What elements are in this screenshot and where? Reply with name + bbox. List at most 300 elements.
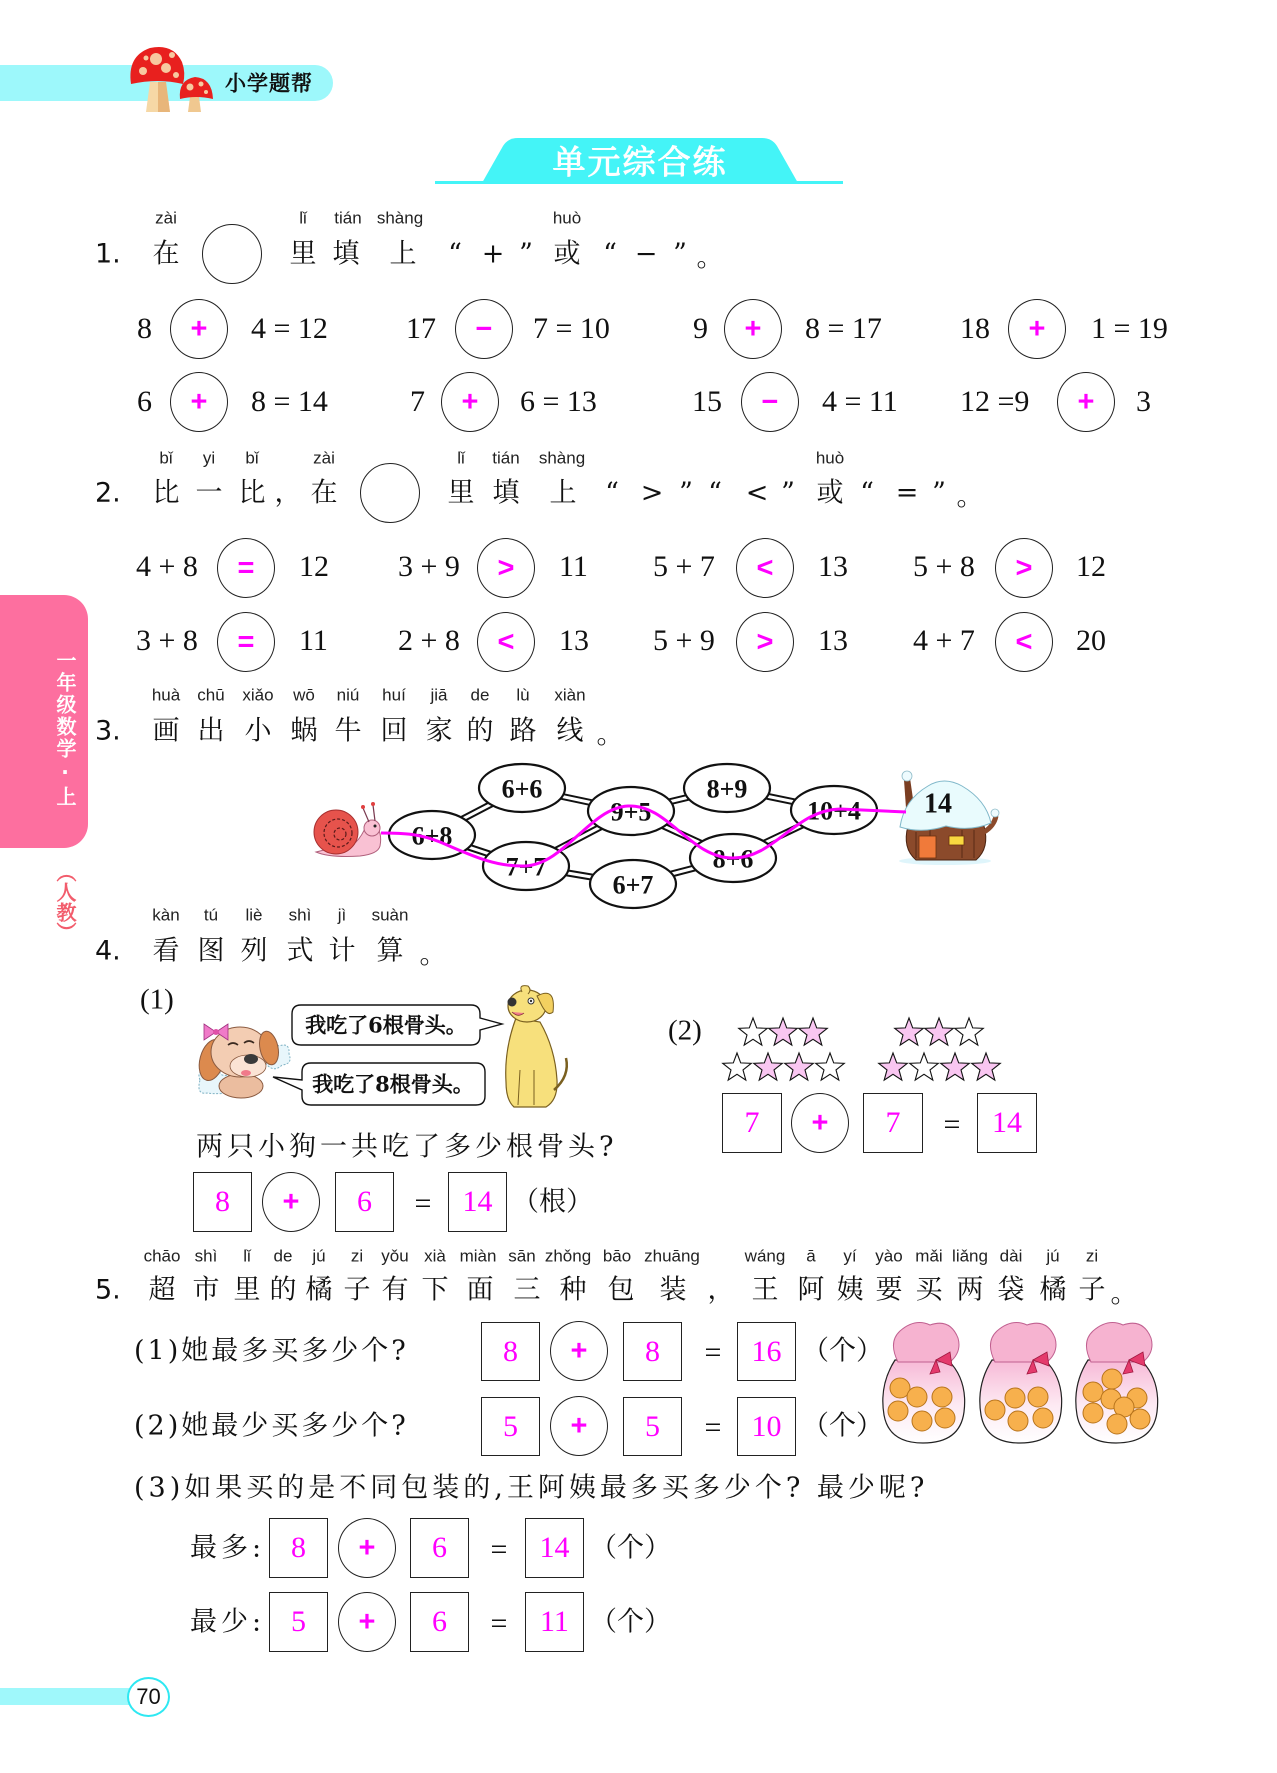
prompt-char: 出 xyxy=(197,715,225,747)
star-icon xyxy=(972,1053,1001,1080)
pinyin: tián xyxy=(334,208,362,228)
answer-box xyxy=(410,1518,469,1578)
equation-right: 1 = 19 xyxy=(1091,312,1168,345)
answer-comparison: = xyxy=(237,625,255,658)
prompt-char: 三 xyxy=(513,1274,541,1306)
example-blank-circle xyxy=(202,224,262,284)
equation-left: 5 + 8 xyxy=(913,550,975,583)
prompt-char: 蜗 xyxy=(290,715,318,747)
star-icon xyxy=(895,1018,924,1045)
prompt-char: 的 xyxy=(466,715,494,747)
equation-right: 13 xyxy=(818,550,848,583)
prompt-char: < xyxy=(745,477,769,509)
snail-icon xyxy=(314,802,381,857)
equals-sign: = xyxy=(704,1411,722,1444)
subquestion-text: (2)她最少买多少个? xyxy=(134,1410,409,1442)
subquestion-text: (1)她最多买多少个? xyxy=(134,1335,409,1367)
answer-circle xyxy=(995,538,1053,598)
pinyin: zài xyxy=(155,208,177,228)
prompt-char: 或 xyxy=(816,477,844,509)
answer-circle xyxy=(741,372,799,432)
prompt-char: 或 xyxy=(553,238,581,270)
pinyin: zhuāng xyxy=(644,1246,700,1266)
prompt-char: 橘 xyxy=(1039,1274,1067,1306)
answer-value: 8 xyxy=(503,1334,518,1368)
orange-bags-illustration xyxy=(875,1316,1170,1448)
pinyin: bāo xyxy=(602,1246,632,1266)
prompt-char: 里 xyxy=(447,477,475,509)
answer-box xyxy=(269,1518,328,1578)
prompt-char: 子 xyxy=(1078,1274,1106,1306)
prompt-char: 袋 xyxy=(997,1274,1025,1306)
maze-node-label: 6+6 xyxy=(501,774,543,804)
answer-operator: + xyxy=(1077,385,1095,418)
pinyin: niú xyxy=(336,685,360,705)
prompt-char: 填 xyxy=(492,477,520,509)
pinyin: zhǒng xyxy=(544,1246,592,1266)
pinyin: xià xyxy=(424,1246,446,1266)
answer-box xyxy=(722,1093,782,1153)
equation-left: 18 xyxy=(960,312,990,345)
star-icon xyxy=(799,1018,828,1045)
star-icon xyxy=(879,1053,908,1080)
pinyin: suàn xyxy=(371,905,409,925)
prompt-char: 列 xyxy=(240,935,268,967)
prompt-char: 比 xyxy=(152,477,180,509)
prompt-char: 种 xyxy=(559,1274,587,1306)
equation-left: 4 + 8 xyxy=(136,550,198,583)
equation-right: 6 = 13 xyxy=(520,385,597,418)
prompt-char: “ xyxy=(605,477,619,509)
answer-circle xyxy=(1008,299,1066,359)
star-icon xyxy=(754,1053,783,1080)
equation-left: 4 + 7 xyxy=(913,624,975,657)
pinyin: yào xyxy=(875,1246,903,1266)
prompt-char: 式 xyxy=(286,935,314,967)
subquestion-label: (1) xyxy=(140,983,174,1016)
answer-circle xyxy=(170,299,228,359)
star-icon xyxy=(739,1018,768,1045)
page-number xyxy=(127,1677,170,1717)
prompt-char: 比 xyxy=(238,477,266,509)
answer-box xyxy=(481,1322,540,1381)
prompt-char: 计 xyxy=(328,935,356,967)
equals-sign: = xyxy=(414,1187,432,1220)
answer-value: 6 xyxy=(432,1605,447,1638)
pinyin: shàng xyxy=(538,448,586,468)
equation-left: 6 xyxy=(137,385,152,418)
answer-box xyxy=(525,1592,584,1652)
prompt-char: “ xyxy=(603,238,617,270)
answer-comparison: > xyxy=(497,551,515,584)
prompt-char: 图 xyxy=(197,935,225,967)
maze-node-label: 10+4 xyxy=(807,796,861,826)
answer-circle xyxy=(262,1172,320,1232)
pinyin: wō xyxy=(293,685,315,705)
prompt-char: 路 xyxy=(509,715,537,747)
answer-comparison: < xyxy=(1015,625,1033,658)
pinyin: tú xyxy=(203,905,219,925)
answer-value: 14 xyxy=(992,1106,1022,1139)
yellow-dog-illustration xyxy=(488,983,573,1111)
answer-circle xyxy=(1057,372,1115,432)
answer-box xyxy=(335,1172,394,1232)
prompt-char: 家 xyxy=(425,715,453,747)
prompt-char: 。 xyxy=(419,939,447,971)
prompt-char: ” xyxy=(673,238,687,270)
question-number: 3. xyxy=(95,715,121,747)
answer-value: 14 xyxy=(539,1531,570,1564)
answer-circle xyxy=(477,612,535,672)
answer-circle xyxy=(338,1518,396,1578)
equation-right: 7 = 10 xyxy=(533,312,610,345)
pinyin: jiā xyxy=(430,685,448,705)
answer-comparison: > xyxy=(1015,551,1033,584)
pinyin: jú xyxy=(312,1246,326,1266)
answer-operator: + xyxy=(570,1334,588,1367)
edition-label: （人教） xyxy=(53,862,77,942)
question-number: 1. xyxy=(95,238,121,270)
answer-operator: − xyxy=(761,385,779,418)
pinyin: shì xyxy=(288,905,312,925)
answer-circle xyxy=(736,612,794,672)
answer-circle xyxy=(170,372,228,432)
prompt-char: = xyxy=(895,477,919,509)
answer-operator: + xyxy=(1028,312,1046,345)
equation-left: 17 xyxy=(406,312,436,345)
answer-box xyxy=(977,1093,1037,1153)
answer-circle xyxy=(550,1396,608,1456)
pinyin: de xyxy=(470,685,490,705)
prompt-char: 算 xyxy=(376,935,404,967)
equation-left: 8 xyxy=(137,312,152,345)
answer-operator: + xyxy=(570,1409,588,1442)
answer-value: 6 xyxy=(357,1185,372,1218)
equation-right: 12 xyxy=(299,550,329,583)
example-blank-circle xyxy=(360,463,420,523)
answer-value: 6 xyxy=(432,1531,447,1564)
pinyin: huà xyxy=(151,685,181,705)
subquestion-text: (3)如果买的是不同包装的,王阿姨最多买多少个? 最少呢? xyxy=(134,1472,929,1504)
pinyin: zi xyxy=(1085,1246,1099,1266)
answer-circle xyxy=(217,612,275,672)
prompt-char: 子 xyxy=(343,1274,371,1306)
prompt-char: 。 xyxy=(1110,1278,1138,1310)
answer-value: 16 xyxy=(751,1334,782,1368)
house-label: 14 xyxy=(924,788,952,820)
answer-box xyxy=(525,1518,584,1578)
answer-value: 10 xyxy=(751,1409,782,1443)
equation-right: 4 = 11 xyxy=(822,385,898,418)
pinyin: xiǎo xyxy=(242,685,274,705)
prompt-char: 上 xyxy=(549,477,577,509)
question-number: 5. xyxy=(95,1274,121,1306)
answer-comparison: < xyxy=(756,551,774,584)
answer-operator: + xyxy=(190,312,208,345)
question-number: 2. xyxy=(95,477,121,509)
answer-value: 8 xyxy=(645,1334,660,1368)
pinyin: lù xyxy=(516,685,530,705)
prompt-char: “ xyxy=(448,238,462,270)
prompt-char: > xyxy=(640,477,664,509)
answer-circle xyxy=(995,612,1053,672)
prompt-char: ” xyxy=(781,477,795,509)
footer-bar xyxy=(0,1688,132,1705)
answer-operator: − xyxy=(475,312,493,345)
prompt-char: 买 xyxy=(915,1274,943,1306)
answer-box xyxy=(623,1397,682,1456)
answer-value: 5 xyxy=(291,1605,306,1638)
prompt-char: 有 xyxy=(381,1274,409,1306)
prompt-char: 姨 xyxy=(836,1274,864,1306)
prompt-char: 上 xyxy=(389,238,417,270)
answer-operator: + xyxy=(461,385,479,418)
prompt-char: “ xyxy=(708,477,722,509)
equation-right: 8 = 17 xyxy=(805,312,882,345)
speech-bubble-text: 我吃了8根骨头。 xyxy=(312,1071,474,1097)
pinyin: bǐ xyxy=(245,448,259,468)
star-icon xyxy=(941,1053,970,1080)
prompt-char: 看 xyxy=(152,935,180,967)
equation-right: 13 xyxy=(818,624,848,657)
equals-sign: = xyxy=(490,1533,508,1566)
pinyin: jì xyxy=(337,905,347,925)
pinyin: dài xyxy=(999,1246,1023,1266)
answer-circle xyxy=(477,538,535,598)
pinyin: liè xyxy=(245,905,263,925)
pinyin: yǒu xyxy=(381,1246,409,1266)
unit-label: （个） xyxy=(802,1335,883,1367)
maze-node-label: 6+8 xyxy=(411,821,453,851)
prompt-char: ” xyxy=(679,477,693,509)
maze-node-label: 9+5 xyxy=(610,797,652,827)
prompt-char: 阿 xyxy=(797,1274,825,1306)
answer-circle xyxy=(217,538,275,598)
prompt-char: 超 xyxy=(148,1274,176,1306)
answer-box xyxy=(737,1322,796,1381)
prompt-char: 橘 xyxy=(305,1274,333,1306)
prompt-char: 市 xyxy=(192,1274,220,1306)
answer-box xyxy=(448,1172,507,1232)
equation-left: 9 xyxy=(693,312,708,345)
most-label: 最多: xyxy=(190,1532,266,1564)
pinyin: xiàn xyxy=(554,685,586,705)
unit-label: （个） xyxy=(590,1532,671,1564)
answer-box xyxy=(863,1093,923,1153)
prompt-char: 包 xyxy=(607,1274,635,1306)
pinyin: zài xyxy=(313,448,335,468)
equation-left: 3 + 9 xyxy=(398,550,460,583)
answer-circle xyxy=(455,299,513,359)
equation-right: 20 xyxy=(1076,624,1106,657)
answer-operator: + xyxy=(744,312,762,345)
maze-node-label: 6+7 xyxy=(612,870,654,900)
pinyin: shì xyxy=(194,1246,218,1266)
prompt-char: 在 xyxy=(310,477,338,509)
prompt-char: 小 xyxy=(244,715,272,747)
pinyin: huò xyxy=(815,448,845,468)
page-number-text: 70 xyxy=(136,1684,161,1709)
answer-value: 5 xyxy=(645,1409,660,1443)
prompt-char: ， xyxy=(274,477,302,509)
prompt-char: 一 xyxy=(195,477,223,509)
brand-label: 小学题帮 xyxy=(225,71,313,96)
answer-value: 8 xyxy=(291,1531,306,1564)
prompt-char: ” xyxy=(932,477,946,509)
pinyin: yi xyxy=(202,448,216,468)
answer-box xyxy=(481,1397,540,1456)
answer-value: 11 xyxy=(540,1605,569,1638)
equation-left: 2 + 8 xyxy=(398,624,460,657)
unit-label: （个） xyxy=(590,1606,671,1638)
prompt-char: 。 xyxy=(696,242,724,274)
prompt-char: 要 xyxy=(875,1274,903,1306)
prompt-char: 装 xyxy=(659,1274,687,1306)
prompt-char: 在 xyxy=(152,238,180,270)
answer-box xyxy=(410,1592,469,1652)
star-icon xyxy=(723,1053,752,1080)
equals-sign: = xyxy=(943,1108,961,1141)
prompt-char: 线 xyxy=(556,715,584,747)
page-title: 单元综合练 xyxy=(552,142,728,182)
equation-right: 12 xyxy=(1076,550,1106,583)
answer-box xyxy=(623,1322,682,1381)
pinyin: ā xyxy=(806,1246,816,1266)
answer-box xyxy=(193,1172,252,1232)
equation-left: 7 xyxy=(410,385,425,418)
prompt-char: 王 xyxy=(751,1274,779,1306)
orange-bag xyxy=(883,1323,965,1443)
star-icon xyxy=(785,1053,814,1080)
prompt-char: + xyxy=(481,238,505,270)
pinyin: yí xyxy=(843,1246,857,1266)
pinyin: chū xyxy=(197,685,225,705)
answer-box xyxy=(269,1592,328,1652)
answer-circle xyxy=(724,299,782,359)
pinyin: kàn xyxy=(152,905,180,925)
least-label: 最少: xyxy=(190,1606,266,1638)
pinyin: lǐ xyxy=(243,1246,251,1266)
answer-value: 14 xyxy=(462,1185,493,1218)
prompt-char: 两 xyxy=(956,1274,984,1306)
star-icon xyxy=(910,1053,939,1080)
pinyin: huò xyxy=(552,208,582,228)
prompt-char: 的 xyxy=(269,1274,297,1306)
orange-bag xyxy=(1076,1323,1158,1443)
equals-sign: = xyxy=(704,1336,722,1369)
pinyin: liǎng xyxy=(952,1246,988,1266)
maze-node-label: 7+7 xyxy=(505,852,547,882)
equation-left: 12 =9 xyxy=(960,385,1030,418)
pinyin: miàn xyxy=(459,1246,497,1266)
answer-box xyxy=(737,1397,796,1456)
answer-circle xyxy=(338,1592,396,1652)
speech-bubble-text: 我吃了6根骨头。 xyxy=(305,1012,467,1038)
star-icon xyxy=(769,1018,798,1045)
maze-node-label: 8+6 xyxy=(712,844,754,874)
prompt-char: ， xyxy=(707,1274,735,1306)
pinyin: tián xyxy=(492,448,520,468)
equation-right: 13 xyxy=(559,624,589,657)
mushroom-icon xyxy=(125,44,220,116)
answer-circle xyxy=(791,1093,849,1153)
prompt-char: 填 xyxy=(332,238,360,270)
question-number: 4. xyxy=(95,935,121,967)
answer-comparison: < xyxy=(497,625,515,658)
answer-circle xyxy=(736,538,794,598)
prompt-char: ” xyxy=(519,238,533,270)
answer-operator: + xyxy=(358,1605,376,1638)
unit-label: （个） xyxy=(802,1410,883,1442)
equation-right: 3 xyxy=(1136,385,1151,418)
prompt-char: 下 xyxy=(421,1274,449,1306)
equation-right: 8 = 14 xyxy=(251,385,328,418)
unit-label: （根） xyxy=(512,1186,593,1218)
prompt-char: 。 xyxy=(596,719,624,751)
answer-operator: + xyxy=(190,385,208,418)
pinyin: jú xyxy=(1046,1246,1060,1266)
star-groups xyxy=(715,1010,1015,1085)
answer-value: 8 xyxy=(215,1185,230,1218)
answer-circle xyxy=(550,1321,608,1381)
equation-left: 15 xyxy=(692,385,722,418)
equation-right: 4 = 12 xyxy=(251,312,328,345)
orange-bag xyxy=(980,1323,1062,1443)
answer-circle xyxy=(441,372,499,432)
pinyin: lǐ xyxy=(299,208,307,228)
pinyin: bǐ xyxy=(159,448,173,468)
equation-right: 11 xyxy=(299,624,328,657)
grade-label: 一年级数学·上 xyxy=(53,650,77,808)
answer-operator: + xyxy=(358,1531,376,1564)
house-icon xyxy=(899,771,999,865)
prompt-char: 面 xyxy=(466,1274,494,1306)
answer-comparison: = xyxy=(237,551,255,584)
pinyin: zi xyxy=(350,1246,364,1266)
pinyin: sān xyxy=(508,1246,536,1266)
prompt-char: − xyxy=(634,238,658,270)
answer-operator: + xyxy=(282,1185,300,1218)
star-icon xyxy=(955,1018,984,1045)
prompt-char: 。 xyxy=(956,481,984,513)
pinyin: huí xyxy=(382,685,406,705)
equals-sign: = xyxy=(490,1607,508,1640)
prompt-char: 牛 xyxy=(334,715,362,747)
pinyin: wáng xyxy=(744,1246,786,1266)
answer-comparison: > xyxy=(756,625,774,658)
pinyin: de xyxy=(273,1246,293,1266)
pinyin: chāo xyxy=(143,1246,181,1266)
prompt-char: “ xyxy=(860,477,874,509)
answer-value: 5 xyxy=(503,1409,518,1443)
equation-left: 5 + 7 xyxy=(653,550,715,583)
equation-right: 11 xyxy=(559,550,588,583)
pinyin: shàng xyxy=(376,208,424,228)
pinyin: lǐ xyxy=(457,448,465,468)
prompt-char: 里 xyxy=(289,238,317,270)
maze-node-label: 8+9 xyxy=(706,774,748,804)
subquestion-label: (2) xyxy=(668,1014,702,1047)
equation-left: 5 + 9 xyxy=(653,624,715,657)
answer-value: 7 xyxy=(744,1106,760,1139)
star-icon xyxy=(925,1018,954,1045)
prompt-char: 回 xyxy=(380,715,408,747)
equation-left: 3 + 8 xyxy=(136,624,198,657)
pinyin: mǎi xyxy=(915,1246,943,1266)
snail-maze xyxy=(300,760,1000,912)
prompt-char: 里 xyxy=(233,1274,261,1306)
prompt-char: 画 xyxy=(152,715,180,747)
